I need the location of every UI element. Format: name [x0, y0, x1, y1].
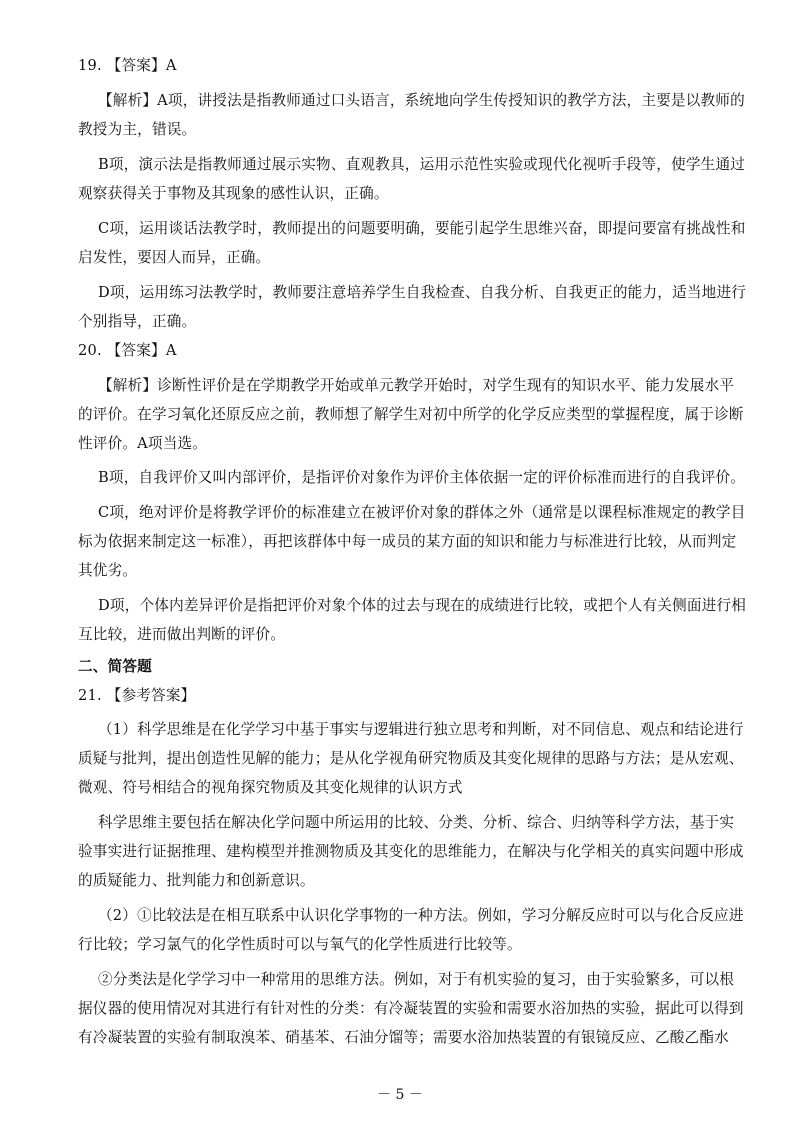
page-number: － 5 － — [377, 1087, 423, 1103]
q19-analysis-line: 教授为主，错误。 — [78, 121, 197, 138]
q21-paragraph-cont: 验事实进行证据推理、建构模型并推测物质及其变化的思维能力，在解决与化学相关的真实问题中形成 — [78, 843, 744, 860]
q19-option-d: D项，运用练习法教学时，教师要注意培养学生自我检查、自我分析、自我更正的能力，适当地进行 — [98, 284, 747, 301]
q19-option-b: B项，演示法是指教师通过展示实物、直观教具，运用示范性实验或现代化视听手段等，使学生通过 — [98, 156, 746, 173]
q21-paragraph-cont: 质疑与批判，提出创造性见解的能力；是从化学视角研究物质及其变化规律的思路与方法；是从宏观、 — [78, 750, 744, 767]
q19-answer: 19. 【答案】A — [78, 57, 177, 74]
q20-option-c-cont: 其优劣。 — [78, 562, 138, 579]
q20-option-c: C项，绝对评价是将教学评价的标准建立在被评价对象的群体之外（通常是以课程标准规定的教学目 — [98, 504, 746, 521]
q21-paragraph: （2）①比较法是在相互联系中认识化学事物的一种方法。例如，学习分解反应时可以与化合反应进 — [98, 907, 744, 924]
q21-paragraph-cont: 有冷凝装置的实验有制取溴苯、硝基苯、石油分馏等；需要水浴加热装置的有银镜反应、乙酸乙酯水 — [78, 1029, 729, 1046]
q20-option-b: B项，自我评价又叫内部评价，是指评价对象作为评价主体依据一定的评价标准而进行的自我评价。 — [98, 469, 746, 486]
q19-option-b-cont: 观察获得关于事物及其现象的感性认识，正确。 — [78, 185, 389, 202]
q20-answer: 20. 【答案】A — [78, 342, 177, 359]
q20-analysis-line: 性评价。A项当选。 — [78, 435, 208, 452]
q21-paragraph-cont: 据仪器的使用情况对其进行有针对性的分类：有冷凝装置的实验和需要水浴加热的实验，据此可以得到 — [78, 1000, 744, 1017]
q20-option-d-cont: 互比较，进而做出判断的评价。 — [78, 626, 286, 643]
q19-option-d-cont: 个别指导，正确。 — [78, 313, 197, 330]
q21-paragraph-cont: 的质疑能力、批判能力和创新意识。 — [78, 872, 315, 889]
q20-option-d: D项，个体内差异评价是指把评价对象个体的过去与现在的成绩进行比较，或把个人有关侧面进行相 — [98, 597, 747, 614]
q21-paragraph-cont: 微观、符号相结合的视角探究物质及其变化规律的认识方式 — [78, 779, 463, 796]
q21-paragraph: 科学思维主要包括在解决化学问题中所运用的比较、分类、分析、综合、归纳等科学方法，基于实 — [98, 814, 735, 831]
q20-option-c-cont: 标为依据来制定这一标准），再把该群体中每一成员的某方面的知识和能力与标准进行比较，从而判定 — [78, 533, 737, 550]
q21-paragraph: ②分类法是化学学习中一种常用的思维方法。例如，对于有机实验的复习，由于实验繁多，可以根 — [98, 971, 735, 988]
q21-paragraph: （1）科学思维是在化学学习中基于事实与逻辑进行独立思考和判断，对不同信息、观点和结论进行 — [98, 721, 744, 738]
q19-analysis-line: 【解析】A项，讲授法是指教师通过口头语言，系统地向学生传授知识的教学方法，主要是以教师的 — [98, 92, 745, 109]
q19-option-c: C项，运用谈话法教学时，教师提出的问题要明确，要能引起学生思维兴奋，即提问要富有挑战性和 — [98, 220, 746, 237]
q20-analysis-line: 【解析】诊断性评价是在学期教学开始或单元教学开始时，对学生现有的知识水平、能力发展水平 — [98, 377, 735, 394]
q21-answer-heading: 21. 【参考答案】 — [78, 687, 196, 704]
q19-option-c-cont: 启发性，要因人而异，正确。 — [78, 249, 271, 266]
section-heading: 二、简答题 — [78, 658, 152, 675]
q20-analysis-line: 的评价。在学习氧化还原反应之前，教师想了解学生对初中所学的化学反应类型的掌握程度，属于诊断 — [78, 406, 744, 423]
q21-paragraph-cont: 行比较；学习氯气的化学性质时可以与氧气的化学性质进行比较等。 — [78, 936, 522, 953]
